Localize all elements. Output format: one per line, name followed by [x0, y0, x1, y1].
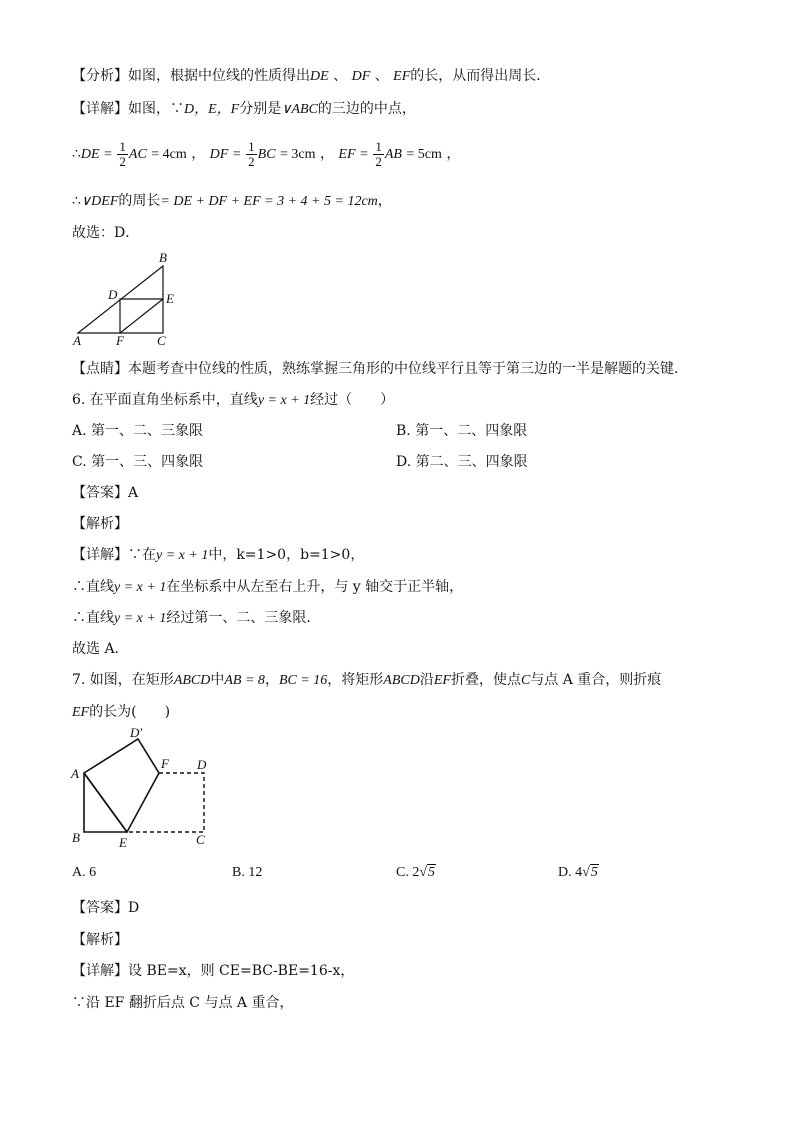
q5-choice: 故选：D． [72, 225, 140, 241]
dashed-original-part [127, 773, 204, 832]
q7-stem-2: EF的长为( ) [72, 704, 171, 720]
q6-stem-eq: y = x + 1 [257, 393, 311, 408]
q5-var-ef: EF [393, 69, 411, 84]
q7-analysis-head: 【解析】 [72, 932, 128, 948]
label-b: B [159, 250, 167, 265]
q7-bc: BC = 16 [278, 673, 328, 688]
label-b: B [72, 830, 80, 845]
q6-option-d[interactable]: D. 第二、三、四象限 [396, 454, 528, 470]
label-d: D [197, 757, 207, 772]
q5-detail-points: D，E，F [184, 102, 240, 117]
fraction-half: $\frac{1}{2}$ [248, 138, 255, 169]
therefore-symbol: ∴ [72, 146, 81, 162]
q7-detail-2: ∵沿 EF 翻折后点 C 与点 A 重合， [72, 995, 294, 1011]
q5-triangle-figure [70, 248, 190, 348]
q5-eq1-lhs: DE [80, 147, 100, 162]
label-e: E [166, 291, 174, 306]
q5-eq3-val: = 5cm [406, 147, 442, 162]
q7-ef-label: EF [72, 705, 90, 720]
q6-d3-eq: y = x + 1 [114, 611, 167, 626]
label-a: A [71, 766, 79, 781]
label-d-prime: D′ [130, 726, 143, 740]
q5-eq2-lhs: DF [209, 147, 229, 162]
q6-stem [72, 390, 394, 411]
q6-choice: 故选 A. [72, 641, 120, 657]
q5-perimeter-line: ∴∨DEF的周长= DE + DF + EF = 3 + 4 + 5 = 12cm， [72, 193, 392, 209]
fraction-half: $\frac{1}{2}$ [119, 138, 126, 169]
q7-rect: ABCD [173, 673, 211, 688]
label-c: C [157, 333, 166, 348]
q5-eq3-var: AB [384, 147, 402, 162]
q7-detail-1: 【详解】设 BE=x，则 CE=BC-BE=16-x， [72, 963, 355, 979]
q5-eq2-var: BC [257, 147, 276, 162]
q7-option-b[interactable]: B. 12 [232, 865, 263, 880]
q5-sep-1: 、 [333, 68, 348, 84]
q6-detail-2: ∴直线y = x + 1在坐标系中从左至右上升，与 y 轴交于正半轴， [72, 579, 464, 595]
q5-equation-line: ∴DE = $\frac{1}{2}$ AC = 4cm ， DF = $\frac{1}{2}$ BC = 3cm ， EF = $\frac{1}{2}$ AB = 5cm ， [72, 138, 461, 169]
q6-option-a[interactable]: A. 第一、二、三象限 [72, 423, 204, 439]
label-f: F [116, 333, 124, 348]
q6-detail-3: ∴直线y = x + 1经过第一、二、三象限. [72, 610, 311, 626]
q5-detail-end: 的三边的中点， [317, 101, 416, 117]
q6-answer: 【答案】A [72, 485, 139, 501]
q7-answer: 【答案】D [72, 900, 140, 916]
label-a: A [73, 333, 81, 348]
q6-stem-post: 经过（ ） [310, 392, 395, 408]
q7-stem-1: 7. 如图，在矩形ABCD中AB = 8，BC = 16，将矩形ABCD沿EF折叠，使点C与点 A 重合，则折痕 [72, 672, 662, 688]
sqrt-radicand: 5 [590, 865, 598, 880]
q5-eq2-val: = 3cm [279, 147, 316, 162]
q6-option-c[interactable]: C. 第一、三、四象限 [72, 454, 204, 470]
label-d: D [108, 287, 118, 302]
q6-option-b[interactable]: B. 第一、二、四象限 [396, 423, 528, 439]
q5-analysis-end: 的长，从而得出周长． [410, 68, 551, 84]
q7-rectangle-figure [66, 726, 226, 852]
q5-eq1-val: = 4cm [151, 147, 187, 162]
q5-comment: 【点睛】本题考查中位线的性质，熟练掌握三角形的中位线平行且等于第三边的一半是解题的关键． [72, 361, 688, 377]
fraction-half: $\frac{1}{2}$ [375, 138, 382, 169]
q5-detail-prefix: 【详解】如图，∵ [72, 101, 184, 117]
q5-eq3-lhs: EF [338, 147, 356, 162]
q7-ab: AB = 8 [224, 673, 265, 688]
label-c: C [196, 832, 205, 847]
sqrt-radicand: 5 [428, 865, 436, 880]
label-f: F [161, 756, 169, 771]
q5-analysis-line [72, 66, 550, 87]
q6-analysis-head: 【解析】 [72, 516, 128, 532]
label-e: E [119, 835, 127, 850]
q5-perim-text: 的周长 [118, 193, 161, 209]
segment-fe [120, 299, 163, 333]
q6-d2-eq: y = x + 1 [114, 580, 167, 595]
q5-detail-mid: 分别是 [239, 101, 282, 117]
q7-option-d[interactable]: D. 4√5 [558, 865, 598, 880]
q5-var-de: DE [310, 69, 329, 84]
segment-ae [84, 773, 127, 832]
q5-analysis-text: 【分析】如图，根据中位线的性质得出 [72, 68, 310, 84]
q5-detail-line [72, 99, 416, 120]
q5-eq1-var: AC [128, 147, 147, 162]
folded-quad [84, 739, 159, 832]
q6-detail-1: 【详解】∵在y = x + 1中，k=1>0，b=1>0， [72, 547, 365, 563]
q6-stem-pre: 6. 在平面直角坐标系中，直线 [72, 392, 258, 408]
q5-perim-triangle: ∨DEF [80, 194, 119, 209]
q5-perim-eq: = DE + DF + EF = 3 + 4 + 5 = 12cm [160, 194, 378, 209]
q7-option-c[interactable]: C. 2√5 [396, 865, 436, 880]
q5-sep-2: 、 [374, 68, 389, 84]
q6-d1-eq: y = x + 1 [156, 548, 209, 563]
q5-detail-triangle: ∨ABC [281, 102, 318, 117]
q5-var-df: DF [351, 69, 371, 84]
q7-option-a[interactable]: A. 6 [72, 865, 97, 880]
